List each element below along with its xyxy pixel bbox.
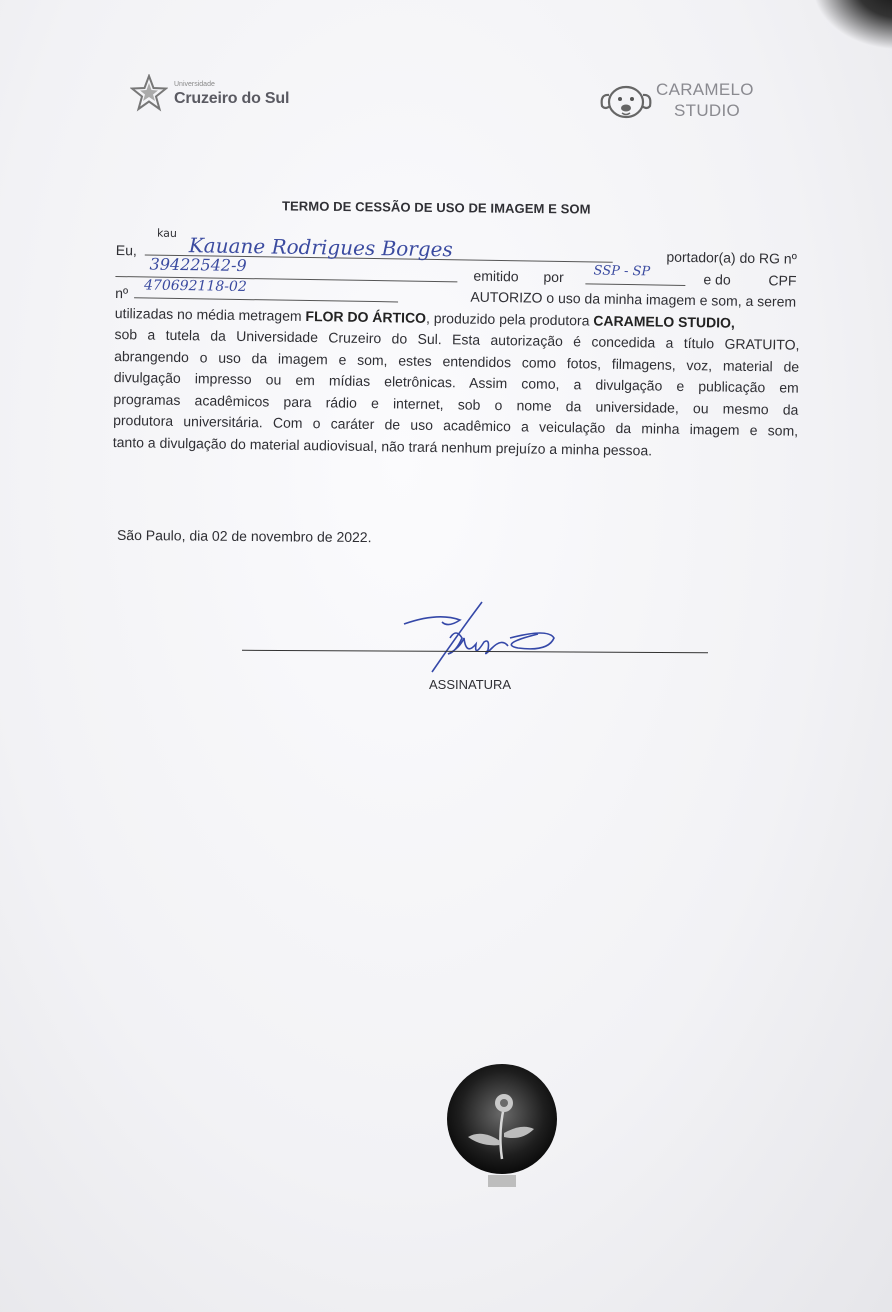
- e-do-label: e do: [703, 270, 731, 288]
- date-place: São Paulo, dia 02 de novembro de 2022.: [116, 526, 372, 546]
- star-icon: [130, 74, 168, 112]
- paragraph-line: produtora universitária. Com o caráter de uso acadêmico a veiculação da minha imagem e som,: [113, 411, 799, 439]
- production-text-2: , produzido pela produtora: [425, 309, 590, 328]
- cpf-label: CPF: [768, 271, 797, 289]
- film-title: FLOR DO ÁRTICO: [305, 307, 427, 326]
- por-label: por: [543, 268, 564, 285]
- university-name: Cruzeiro do Sul: [174, 90, 290, 107]
- handwritten-signature: [398, 598, 568, 678]
- university-logo: [130, 74, 320, 114]
- studio-name-line2: STUDIO: [674, 101, 741, 120]
- handwritten-name: Kauane Rodrigues Borges: [188, 233, 453, 262]
- studio-name-line1: CARAMELO: [656, 80, 754, 99]
- scan-shadow: [812, 0, 892, 50]
- production-text-1: utilizadas no média metragem: [114, 304, 302, 324]
- autorizo-text: AUTORIZO o uso da minha imagem e som, a serem: [470, 288, 797, 310]
- document-title: TERMO DE CESSÃO DE USO DE IMAGEM E SOM: [281, 198, 591, 217]
- paragraph-line: divulgação impresso ou em mídias eletrônicas. Assim como, a divulgação e publicação em: [113, 368, 799, 396]
- paragraph-line: abrangendo o uso da imagem e som, estes entendidos como fotos, filmagens, voz, material de: [114, 347, 800, 375]
- handwritten-rg: 39422542-9: [149, 254, 247, 275]
- flower-emblem-icon: [446, 1063, 558, 1191]
- paragraph-line: programas acadêmicos para rádio e internet, sob o nome da universidade, ou mesmo da: [113, 390, 799, 418]
- rg-label: portador(a) do RG nº: [666, 248, 797, 267]
- eu-label: Eu,: [115, 241, 137, 259]
- studio-name-bold: CARAMELO STUDIO,: [593, 312, 736, 331]
- emitido-label: emitido: [473, 267, 519, 284]
- cpf-field[interactable]: [134, 277, 398, 302]
- university-label: Universidade: [174, 81, 215, 88]
- handwritten-cpf: 470692118-02: [143, 277, 247, 296]
- paragraph-line: sob a tutela da Universidade Cruzeiro do Sul. Esta autorização é concedida a título GRATUITO,: [114, 325, 800, 353]
- issuer-field[interactable]: [585, 263, 685, 286]
- signature-label: ASSINATURA: [429, 677, 512, 692]
- dog-face-icon: [598, 80, 654, 124]
- handwritten-kau: kau: [156, 226, 178, 240]
- paragraph-line: tanto a divulgação do material audiovisual, não trará nenhum prejuízo a minha pessoa.: [112, 433, 653, 458]
- numero-label: nº: [115, 284, 129, 302]
- studio-logo: [598, 80, 778, 124]
- handwritten-issuer: SSP - SP: [593, 263, 651, 279]
- document-body: [112, 226, 801, 466]
